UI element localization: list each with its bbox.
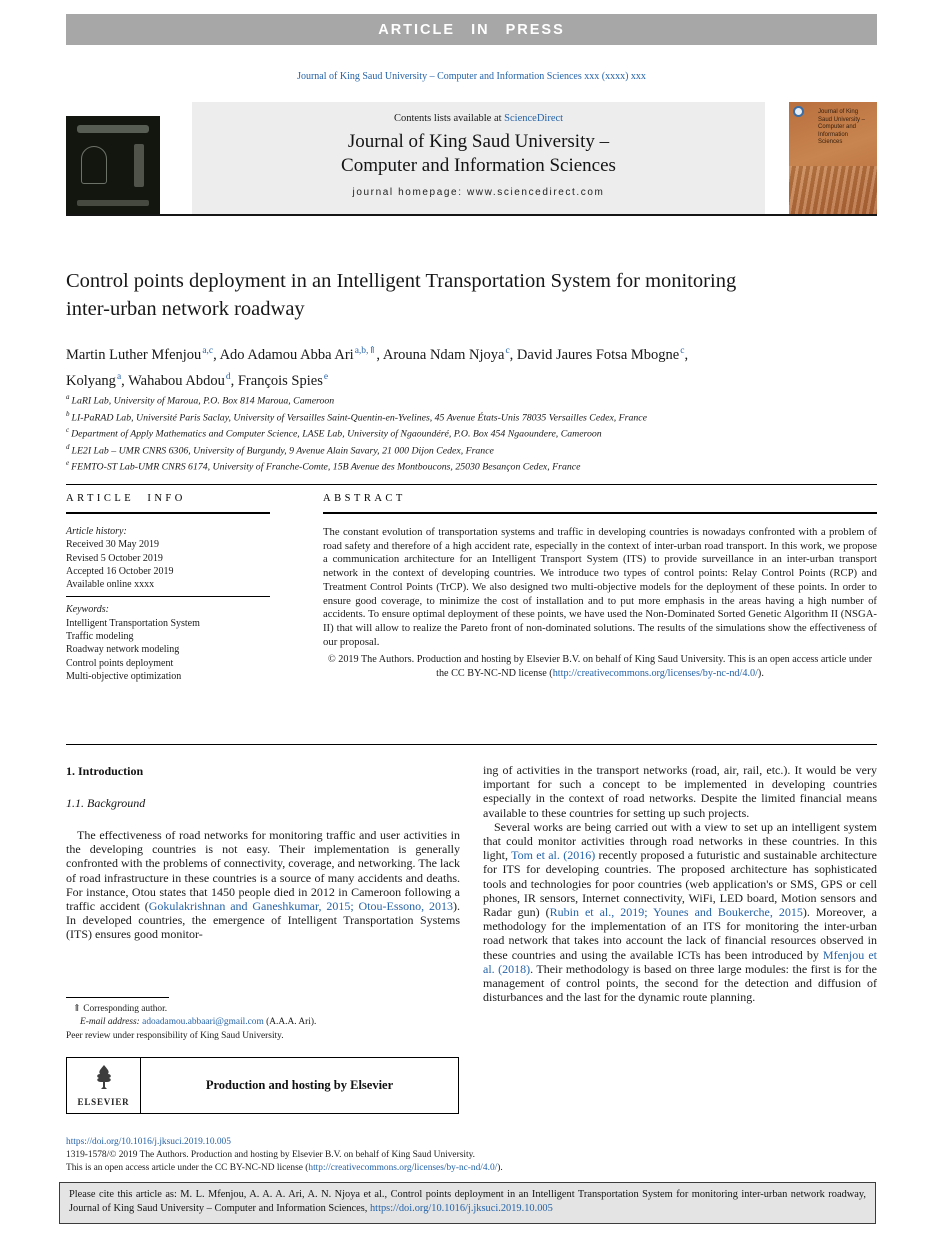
- keyword: Traffic modeling: [66, 631, 134, 643]
- copyright-text: © 2019 The Authors. Production and hosting by Elsevier B.V. on behalf of King Saud University. This is an open access article under the CC BY-NC-ND license (: [327, 654, 873, 679]
- affiliation: [66, 424, 877, 441]
- paragraph-text: The effectiveness of road networks for monitoring traffic and user activities in the developing countries is not easy. Their implementation is generally confronted with the problems of connectivity, coverage, and networking. The lack of road infrastructure in these countries is a source of many accidents and deaths. For instance, Otou states that 1450 people died in 2012 in Cameroon following a traffic accident (: [66, 828, 460, 914]
- license-prefix: This is an open access article under the CC BY-NC-ND license (: [66, 1162, 309, 1173]
- abstract-copyright: [323, 653, 877, 680]
- author-separator: ,: [213, 346, 220, 363]
- author: [66, 347, 220, 363]
- citation-box: [59, 1182, 876, 1224]
- cc-license-link[interactable]: http://creativecommons.org/licenses/by-nc-nd/4.0/: [552, 667, 758, 679]
- citation-link[interactable]: Tom et al. (2016): [511, 848, 596, 863]
- history-item: Available online xxxx: [66, 579, 155, 591]
- doi-link[interactable]: https://doi.org/10.1016/j.jksuci.2019.10.005: [369, 1202, 553, 1214]
- journal-title-line1: Journal of King Saud University –: [347, 131, 610, 152]
- authors-line: [66, 340, 877, 392]
- article-info: [66, 525, 270, 683]
- issn-copyright: 1319-1578/© 2019 The Authors. Production and hosting by Elsevier B.V. on behalf of King Saud University.: [66, 1149, 475, 1160]
- article-title: Control points deployment in an Intelligent Transportation System for monitoring inter-urban network roadway: [66, 270, 737, 320]
- history-label: Article history:: [66, 526, 127, 537]
- affiliation-text: LI-PaRAD Lab, Université Paris Saclay, University of Versailles Saint-Quentin-en-Yvelines, 45 Avenue États-Unis 78035 Versailles Cedex, France: [71, 411, 647, 423]
- abstract: [323, 526, 877, 680]
- citation-link[interactable]: Mfenjou et al. (2018): [483, 947, 877, 976]
- affiliation-ref[interactable]: a: [116, 371, 122, 382]
- production-hosting-text: Production and hosting by Elsevier: [205, 1078, 394, 1092]
- affiliation-text: LE2I Lab – UMR CNRS 6306, University of Burgundy, 9 Avenue Alain Savary, 21 000 Dijon Cedex, France: [71, 444, 494, 456]
- affiliation-letter: d: [66, 442, 70, 451]
- heading-underline: [323, 512, 877, 514]
- email-line: [66, 1016, 460, 1029]
- elsevier-logo: [67, 1058, 141, 1113]
- elsevier-wordmark: ELSEVIER: [77, 1096, 130, 1107]
- author: [220, 347, 383, 363]
- running-head: Journal of King Saud University – Computer and Information Sciences xxx (xxxx) xxx: [297, 71, 646, 82]
- email-label: E-mail address:: [80, 1017, 143, 1028]
- email-link[interactable]: adoadamou.abbaari@gmail.com: [142, 1017, 264, 1028]
- affiliation: [66, 391, 877, 408]
- author-name: Martin Luther Mfenjou: [66, 346, 202, 363]
- doi-link[interactable]: https://doi.org/10.1016/j.jksuci.2019.10.005: [66, 1137, 231, 1147]
- info-divider: [66, 596, 270, 597]
- keyword: Control points deployment: [66, 657, 174, 669]
- banner-text: ARTICLE IN PRESS: [378, 21, 565, 38]
- journal-homepage: journal homepage: www.sciencedirect.com: [352, 187, 605, 198]
- journal-title-line2: Computer and Information Sciences: [341, 155, 616, 176]
- keyword: Multi-objective optimization: [66, 670, 182, 682]
- article-info-heading: ARTICLE INFO: [66, 493, 186, 504]
- affiliation: [66, 408, 877, 425]
- heading-underline: [66, 512, 270, 514]
- author-name: François Spies: [237, 372, 323, 389]
- cc-license-link[interactable]: http://creativecommons.org/licenses/by-nc-nd/4.0/: [308, 1162, 498, 1173]
- affiliation: [66, 441, 877, 458]
- author-name: Arouna Ndam Njoya: [382, 346, 505, 363]
- author-separator: ,: [509, 346, 517, 363]
- keyword: Intelligent Transportation System: [66, 617, 200, 629]
- affiliation-text: LaRI Lab, University of Maroua, P.O. Box 814 Maroua, Cameroon: [71, 395, 335, 407]
- author-name: Kolyang: [66, 372, 116, 389]
- journal-cover-thumbnail: [789, 102, 877, 214]
- doi-block: [66, 1136, 877, 1174]
- affiliation-ref[interactable]: e: [323, 371, 329, 382]
- section-heading-introduction: 1. Introduction: [66, 764, 144, 778]
- history-item: Accepted 16 October 2019: [66, 565, 174, 577]
- elsevier-tree-icon: [94, 1065, 114, 1096]
- author: [383, 347, 517, 363]
- body-column-left: [66, 763, 460, 942]
- journal-masthead: [192, 102, 765, 214]
- section-divider: [66, 484, 877, 485]
- author-name: David Jaures Fotsa Mbogne: [516, 346, 680, 363]
- citation-link[interactable]: Gokulakrishnan and Ganeshkumar, 2015; Otou-Essono, 2013: [148, 899, 453, 914]
- affiliation-letter: c: [66, 426, 70, 435]
- affiliations: [66, 391, 877, 474]
- author-separator: ,: [376, 346, 383, 363]
- paragraph-text: . Their methodology is based on three large modules: the first is for the management of control points, the second for the detection and diffusion of disturbances and the last for the dynamic route planning.: [483, 961, 877, 1005]
- article-in-press-banner: [66, 14, 877, 45]
- author-separator: ,: [684, 346, 689, 363]
- journal-title: [192, 130, 765, 178]
- affiliation: [66, 457, 877, 474]
- history-item: Received 30 May 2019: [66, 539, 160, 551]
- subsection-heading-background: 1.1. Background: [66, 796, 146, 810]
- cover-badge-icon: [793, 106, 804, 117]
- keywords-label: Keywords:: [66, 604, 109, 616]
- footnotes: [66, 997, 460, 1043]
- citation-link[interactable]: Rubin et al., 2019; Younes and Boukerche, 2015: [549, 905, 803, 920]
- affiliation-text: FEMTO-ST Lab-UMR CNRS 6174, University of Franche-Comte, 15B Avenue des Montboucons, 25030 Besançon Cedex, France: [71, 461, 581, 473]
- affiliation-letter: e: [66, 459, 70, 468]
- sciencedirect-link[interactable]: ScienceDirect: [504, 113, 564, 124]
- author: [66, 373, 128, 389]
- corresponding-author-note: ⇑ Corresponding author.: [73, 1004, 168, 1014]
- cover-pattern: [789, 166, 877, 214]
- copyright-close: ).: [757, 667, 764, 679]
- affiliation-letter: b: [66, 409, 70, 418]
- affiliation-letter: a: [66, 393, 70, 401]
- keyword: Roadway network modeling: [66, 644, 180, 656]
- paragraph-text: ). In developed countries, the emergence of Intelligent Transportation Systems (ITS) ensures good monitor-: [66, 899, 460, 942]
- abstract-text: The constant evolution of transportation systems and traffic in developing countries is nowadays confronted with a problem of road safety and therefore of a high accident rate, especially in the context of inter-urban road transport. In this work, we propose a communication architecture for an Intelligent Transport System (ITS) to provide surveillance in an inter-urban transport network in the context of developing countries. We introduce two types of control points: Relay Control Points (RCP) and Treatment Control Points (TrCP). We also designed two multi-objective models for the deployment of these points. In order to ensure good coverage, to minimize the cost of installation and to put more emphasis in the areas having a high number of accidents. To ensure optimal deployment of these points, we have used the Non-Dominated Sorted Genetic Algorithm II (NSGA-II) that will allow to realize the Pareto front of non-dominated solutions. The results of the simulations show the effectiveness of our proposal.: [323, 526, 877, 648]
- history-item: Revised 5 October 2019: [66, 552, 163, 564]
- paragraph-text: recently proposed a futuristic and sustainable architecture for ITS for developing countries. The proposed architecture has sophisticated tools and technologies for poor countries (web application's or SMS, GPS or cell phones, IR sensors, Internet connectivity, WiFi, LED board, Motion sensors and Radar gun) (: [483, 848, 877, 920]
- author: [128, 373, 238, 389]
- affiliation-text: Department of Apply Mathematics and Computer Science, LASE Lab, University of Ngaoundéré, P.O. Box 454 Ngaoundere, Cameroon: [71, 428, 602, 440]
- author: [517, 347, 688, 363]
- affiliation-ref[interactable]: d: [225, 371, 231, 382]
- peer-review-note: Peer review under responsibility of King Saud University.: [66, 1030, 284, 1041]
- author-separator: ,: [121, 372, 129, 389]
- paragraph: [66, 828, 460, 942]
- author-name: Ado Adamou Abba Ari: [219, 346, 354, 363]
- email-owner: (A.A.A. Ari).: [263, 1017, 317, 1028]
- logo-emblem: [81, 146, 107, 184]
- citation-text: Please cite this article as: M. L. Mfenjou, A. A. A. Ari, A. N. Njoya et al., Control points deployment in an Intelligent Transportation System for monitoring inter-urban network roadway, Journal of King Saud University – Computer and Information Sciences,: [69, 1189, 866, 1214]
- footnote-divider: [66, 997, 169, 998]
- affiliation-ref[interactable]: a,c: [202, 346, 214, 356]
- paragraph-text: Several works are being carried out with a view to set up an intelligent system that could monitor activities through road networks in these countries. In this light,: [483, 819, 877, 863]
- affiliation-ref[interactable]: c: [505, 346, 510, 356]
- paragraph: ing of activities in the transport networks (road, air, rail, etc.). It would be very important for such a concept to be implemented in developing countries especially in the context of road networks. Despite the limited financial means available to these countries for setting up such projects.: [483, 763, 877, 820]
- contents-line: [192, 113, 765, 124]
- author: [238, 373, 328, 389]
- body-column-right: [483, 763, 877, 1004]
- logo-decoration: [134, 144, 144, 187]
- contents-prefix: Contents lists available at: [393, 113, 505, 124]
- license-close: ).: [497, 1162, 503, 1173]
- affiliation-ref[interactable]: c: [680, 346, 685, 356]
- masthead-divider: [66, 214, 877, 216]
- author-name: Wahabou Abdou: [128, 372, 225, 389]
- license-line: [66, 1162, 877, 1175]
- paragraph: [483, 820, 877, 1005]
- author-separator: ,: [230, 372, 238, 389]
- logo-decoration: [77, 200, 149, 206]
- affiliation-ref[interactable]: a,b,⇑: [354, 346, 377, 356]
- logo-decoration: [77, 125, 149, 133]
- section-divider: [66, 744, 877, 745]
- cover-caption: Journal of King Saud University – Computer and Information Sciences: [818, 109, 866, 145]
- university-logo: [66, 116, 160, 214]
- abstract-heading: ABSTRACT: [323, 493, 406, 504]
- publisher-box: [66, 1057, 459, 1114]
- paragraph-text: ). Moreover, a methodology for the implementation of an ITS for monitoring the inter-urban road network that takes into account the lack of financial resources observed in these countries and using the available ICTs has been introduced by: [483, 905, 877, 962]
